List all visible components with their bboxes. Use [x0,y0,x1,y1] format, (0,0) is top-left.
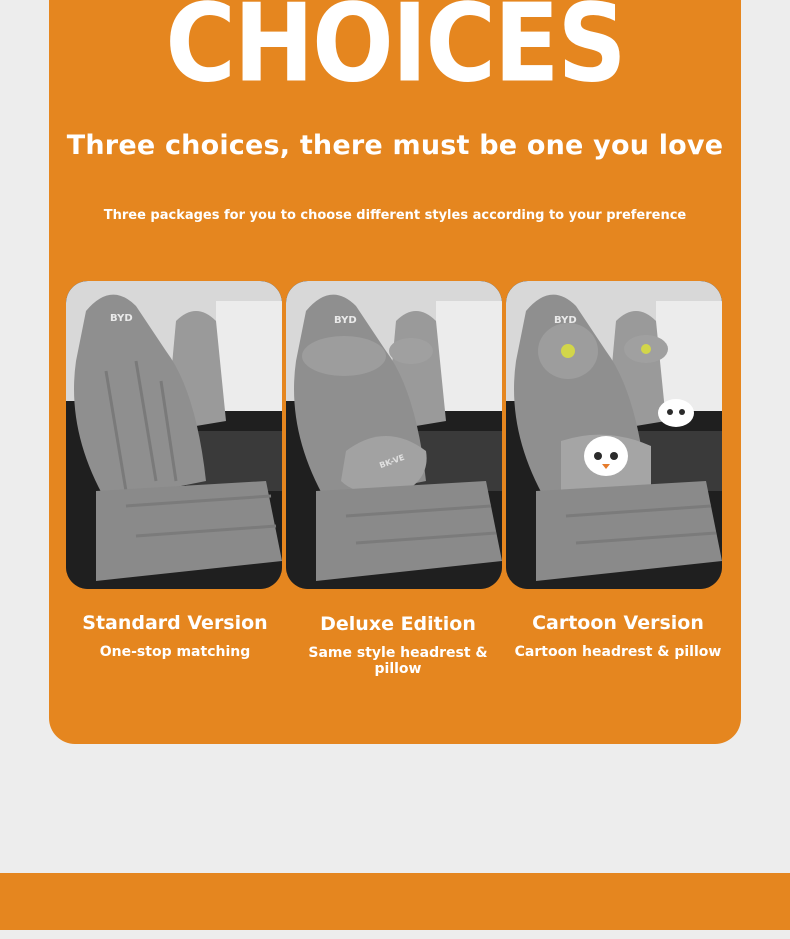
bottom-banner [0,873,790,930]
option-description: Cartoon headrest & pillow [514,644,722,660]
pillow-text: BK-VE [378,452,406,471]
cartoon-version-image[interactable] [506,281,722,589]
option-name: Cartoon Version [532,612,704,634]
option-name: Standard Version [82,612,268,634]
tagline: Three packages for you to choose different styles according to your preference [103,208,687,223]
subtitle: Three choices, there must be one you love [66,130,724,161]
standard-version-image[interactable] [66,281,282,589]
headrest-logo: BYD [334,315,357,326]
page-title: CHOICES [165,0,625,107]
option-description: One-stop matching [99,644,251,660]
headrest-logo: BYD [554,315,577,326]
standard-version-option[interactable] [66,612,284,660]
cartoon-version-option[interactable] [506,612,730,660]
option-name: Deluxe Edition [320,613,476,635]
deluxe-edition-image[interactable] [286,281,502,589]
deluxe-edition-option[interactable] [286,613,510,677]
headrest-logo: BYD [110,313,133,324]
option-description: Same style headrest & pillow [308,645,488,677]
